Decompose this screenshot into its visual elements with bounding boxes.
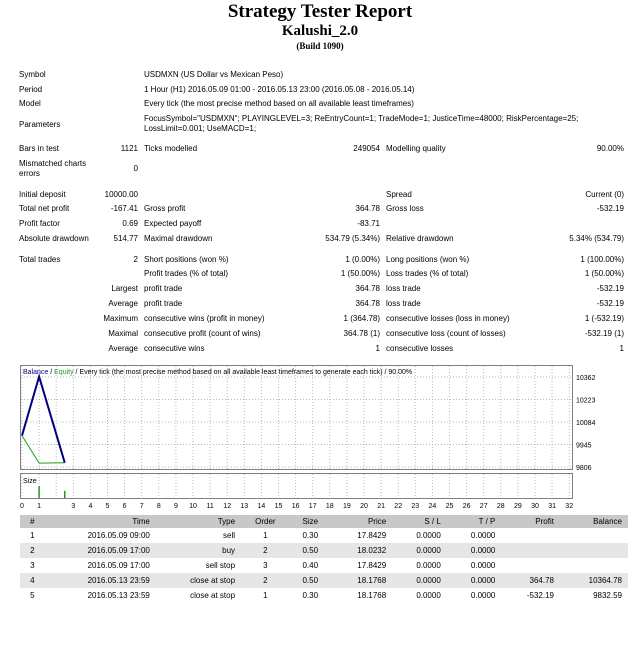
deal-cell: buy: [156, 543, 241, 558]
deal-cell: 364.78: [501, 573, 560, 588]
deal-cell: close at stop: [190, 591, 236, 600]
deal-cell: 0.0000: [447, 573, 502, 588]
y-tick-label: 10084: [576, 420, 596, 427]
legend-model: / Every tick (the most precise method based on all available least timeframes to generate each tick) / 90.00%: [73, 369, 413, 376]
profit-trades-value: 1 (50.00%): [340, 269, 380, 278]
gross-loss-value: -532.19: [596, 204, 624, 213]
gross-profit-value: 364.78: [355, 204, 380, 213]
maximal-label: Maximal: [108, 329, 138, 338]
deals-header-cell: S / L: [392, 515, 447, 528]
deal-cell: 17.8429: [357, 531, 387, 540]
deal-cell: 4: [20, 573, 45, 588]
deal-cell: 0.40: [302, 561, 319, 570]
deal-cell: 18.1768: [357, 591, 387, 600]
deal-cell: 2: [241, 573, 290, 588]
avg-consecutive-wins-label: consecutive wins: [144, 344, 205, 353]
deals-header-cell: #: [20, 515, 45, 528]
maximal-drawdown-label: Maximal drawdown: [144, 234, 213, 243]
ticks-label: Ticks modelled: [144, 144, 198, 153]
x-tick-label: 21: [377, 503, 385, 510]
largest-loss-value: -532.19: [596, 284, 624, 293]
deal-cell: 9832.59: [593, 591, 622, 600]
deals-header-cell: T / P: [447, 515, 502, 528]
deal-cell: 18.1768: [331, 573, 392, 588]
x-tick-label: 6: [122, 503, 127, 510]
x-tick-label: 26: [462, 503, 471, 510]
deal-cell: [560, 558, 628, 573]
relative-drawdown-label: Relative drawdown: [386, 234, 454, 243]
deal-cell: 5: [30, 591, 35, 600]
symbol-value: USDMXN (US Dollar vs Mexican Peso): [144, 70, 284, 79]
x-tick-label: 1: [37, 503, 42, 510]
deals-header-cell: Profit: [501, 515, 560, 528]
largest-profit-label: profit trade: [144, 284, 183, 293]
deal-cell: 0.0000: [470, 531, 496, 540]
long-positions-value: 1 (100.00%): [580, 255, 624, 264]
deal-cell: 17.8429: [357, 561, 387, 570]
deals-header-cell: Size: [290, 515, 331, 528]
balance-line: [22, 377, 65, 463]
deal-cell: 1: [263, 591, 268, 600]
largest-label: Largest: [111, 284, 138, 293]
x-tick-label: 18: [325, 503, 334, 510]
x-tick-label: 16: [291, 503, 300, 510]
x-tick-label: 29: [514, 503, 522, 510]
deal-cell: [501, 528, 560, 543]
deal-cell: 3: [263, 561, 268, 570]
ticks-value: 249054: [353, 144, 380, 153]
x-tick-label: 4: [88, 503, 93, 510]
expected-payoff-label: Expected payoff: [144, 219, 202, 228]
deal-cell: [501, 543, 560, 558]
consecutive-losses-money-value: 1 (-532.19): [584, 314, 624, 323]
x-tick-label: 13: [240, 503, 249, 510]
deal-cell: close at stop: [156, 573, 241, 588]
average-profit-label: profit trade: [144, 299, 183, 308]
deal-row: [20, 543, 628, 558]
deal-row: [20, 528, 628, 543]
expected-payoff-value: -83.71: [357, 219, 380, 228]
x-tick-label: 17: [308, 503, 317, 510]
x-tick-label: 22: [394, 503, 403, 510]
size-plot-frame: [21, 474, 573, 499]
total-trades-value: 2: [133, 255, 138, 264]
legend-equity: Equity: [54, 369, 74, 376]
deal-cell: 18.0232: [331, 543, 392, 558]
avg-consecutive-wins-value: 1: [375, 344, 380, 353]
legend-balance: Balance: [23, 369, 49, 376]
chart-grid: [22, 366, 569, 498]
absolute-drawdown-value: 514.77: [113, 234, 138, 243]
x-tick-label: 25: [445, 503, 454, 510]
x-tick-label: 10: [189, 503, 197, 510]
deal-cell: [560, 543, 628, 558]
deals-header-cell: Time: [45, 515, 156, 528]
x-tick-label: 20: [360, 503, 368, 510]
x-tick-label: 15: [274, 503, 283, 510]
y-tick-label: 10362: [576, 375, 596, 382]
consecutive-loss-value: -532.19 (1): [584, 329, 624, 338]
avg-consecutive-losses-value: 1: [619, 344, 624, 353]
consecutive-wins-money-value: 1 (364.78): [343, 314, 380, 323]
x-tick-label: 14: [257, 503, 266, 510]
deal-cell: 2: [241, 543, 290, 558]
size-label: Size: [23, 478, 37, 485]
deal-cell: 0.0000: [392, 543, 447, 558]
deal-cell: 0.0000: [470, 591, 496, 600]
deal-cell: 1: [263, 531, 268, 540]
deal-cell: 2016.05.09 17:00: [87, 561, 150, 570]
consecutive-profit-label: consecutive profit (count of wins): [144, 329, 261, 338]
parameters-line2: LossLimit=0.001; UseMACD=1;: [144, 124, 257, 133]
deals-header-cell: Balance: [560, 515, 628, 528]
relative-drawdown-value: 5.34% (534.79): [569, 234, 624, 243]
largest-loss-label: loss trade: [386, 284, 421, 293]
x-tick-label: 27: [479, 503, 488, 510]
x-tick-label: 12: [223, 503, 232, 510]
balance-chart: [20, 365, 597, 512]
short-positions-label: Short positions (won %): [144, 255, 229, 264]
model-label: Model: [19, 99, 41, 108]
x-tick-label: 5: [105, 503, 110, 510]
x-tick-label: 7: [139, 503, 144, 510]
deal-cell: [501, 558, 560, 573]
deal-cell: 10364.78: [560, 573, 628, 588]
deal-cell: 0.30: [302, 591, 319, 600]
deposit-value: 10000.00: [104, 190, 138, 199]
quality-label: Modelling quality: [386, 144, 446, 153]
gross-profit-label: Gross profit: [144, 204, 186, 213]
deal-row: [20, 558, 628, 573]
deal-cell: 1: [30, 531, 35, 540]
average-loss-value: -532.19: [596, 299, 624, 308]
deal-cell: 0.50: [290, 573, 331, 588]
spread-value: Current (0): [585, 190, 624, 199]
profit-factor-label: Profit factor: [19, 219, 60, 228]
deal-cell: 2016.05.13 23:59: [87, 591, 150, 600]
gross-loss-label: Gross loss: [386, 204, 424, 213]
spread-label: Spread: [386, 190, 412, 199]
parameters-line1: FocusSymbol="USDMXN"; PLAYINGLEVEL=3; ReEntryCount=1; TradeMode=1; JusticeTime=48000; RiskPercentage=25;: [144, 114, 579, 123]
absolute-drawdown-label: Absolute drawdown: [19, 234, 89, 243]
mismatch-label-line2: errors: [19, 169, 40, 178]
deals-header-cell: Price: [331, 515, 392, 528]
deal-cell: [560, 528, 628, 543]
deal-cell: 0.0000: [447, 543, 502, 558]
x-tick-label: 11: [206, 503, 214, 510]
long-positions-label: Long positions (won %): [386, 255, 470, 264]
total-trades-label: Total trades: [19, 255, 61, 264]
deal-cell: 0.0000: [416, 531, 441, 540]
period-label: Period: [19, 85, 43, 94]
deal-cell: sell stop: [205, 561, 236, 570]
period-value: 1 Hour (H1) 2016.05.09 01:00 - 2016.05.13 23:00 (2016.05.08 - 2016.05.14): [144, 85, 415, 94]
parameters-label: Parameters: [19, 120, 61, 129]
average-loss-label: loss trade: [386, 299, 421, 308]
average-consecutive-label: Average: [108, 344, 138, 353]
deal-cell: sell: [223, 531, 236, 540]
loss-trades-label: Loss trades (% of total): [386, 269, 469, 278]
deal-cell: 0.0000: [416, 591, 441, 600]
maximum-label: Maximum: [103, 314, 138, 323]
bars-label: Bars in test: [19, 144, 60, 153]
build-number: (Build 1090): [296, 41, 344, 51]
y-tick-label: 9806: [576, 465, 592, 472]
deal-cell: 0.0000: [392, 573, 447, 588]
deal-cell: -532.19: [526, 591, 554, 600]
x-tick-label: 24: [428, 503, 437, 510]
mismatch-value: 0: [133, 164, 138, 173]
deals-header-cell: Type: [156, 515, 241, 528]
x-tick-label: 28: [496, 503, 505, 510]
deal-row: [20, 588, 628, 603]
deals-table: [20, 515, 628, 603]
average-label: Average: [108, 299, 138, 308]
deposit-label: Initial deposit: [19, 190, 66, 199]
deal-cell: 2: [20, 543, 45, 558]
deal-cell: 2016.05.09 09:00: [87, 531, 150, 540]
net-profit-value: -167.41: [110, 204, 138, 213]
x-tick-label: 32: [565, 503, 574, 510]
x-tick-label: 3: [71, 503, 76, 510]
chart-legend: Balance / Equity / Every tick (the most precise method based on all available least timeframes to generate each tick) / 90.00%: [23, 369, 413, 376]
consecutive-profit-value: 364.78 (1): [343, 329, 380, 338]
quality-value: 90.00%: [596, 144, 624, 153]
profit-factor-value: 0.69: [122, 219, 138, 228]
deal-cell: 0.0000: [416, 561, 441, 570]
largest-profit-value: 364.78: [355, 284, 380, 293]
x-tick-label: 9: [173, 503, 178, 510]
y-tick-label: 9945: [576, 442, 592, 450]
loss-trades-value: 1 (50.00%): [584, 269, 624, 278]
x-tick-label: 8: [156, 503, 161, 510]
x-tick-label: 0: [20, 503, 24, 510]
x-tick-label: 31: [548, 503, 556, 510]
report-title: Strategy Tester Report: [227, 1, 413, 22]
x-tick-label: 23: [411, 503, 420, 510]
deal-row: [20, 573, 628, 588]
deal-cell: 2016.05.13 23:59: [45, 573, 156, 588]
deal-cell: 0.30: [302, 531, 319, 540]
average-profit-value: 364.78: [355, 299, 380, 308]
x-tick-label: 19: [343, 503, 351, 510]
consecutive-losses-money-label: consecutive losses (loss in money): [386, 314, 510, 323]
expert-name: Kalushi_2.0: [281, 23, 359, 39]
deal-cell: 3: [30, 561, 35, 570]
model-value: Every tick (the most precise method based on all available least timeframes): [144, 99, 414, 108]
deal-cell: 0.0000: [470, 561, 496, 570]
profit-trades-label: Profit trades (% of total): [144, 269, 229, 278]
x-tick-label: 30: [531, 503, 539, 510]
main-plot-frame: [21, 366, 573, 470]
y-tick-label: 10223: [576, 397, 596, 405]
deals-header-row: [20, 515, 628, 528]
maximal-drawdown-value: 534.79 (5.34%): [325, 234, 380, 243]
deals-header-cell: Order: [241, 515, 290, 528]
bars-value: 1121: [120, 144, 138, 153]
avg-consecutive-losses-label: consecutive losses: [386, 344, 454, 353]
symbol-label: Symbol: [19, 70, 46, 79]
deal-cell: 2016.05.09 17:00: [45, 543, 156, 558]
deal-cell: 0.50: [290, 543, 331, 558]
consecutive-wins-money-label: consecutive wins (profit in money): [144, 314, 265, 323]
net-profit-label: Total net profit: [19, 204, 70, 213]
consecutive-loss-label: consecutive loss (count of losses): [386, 329, 506, 338]
mismatch-label-line1: Mismatched charts: [19, 159, 87, 168]
short-positions-value: 1 (0.00%): [345, 255, 380, 264]
